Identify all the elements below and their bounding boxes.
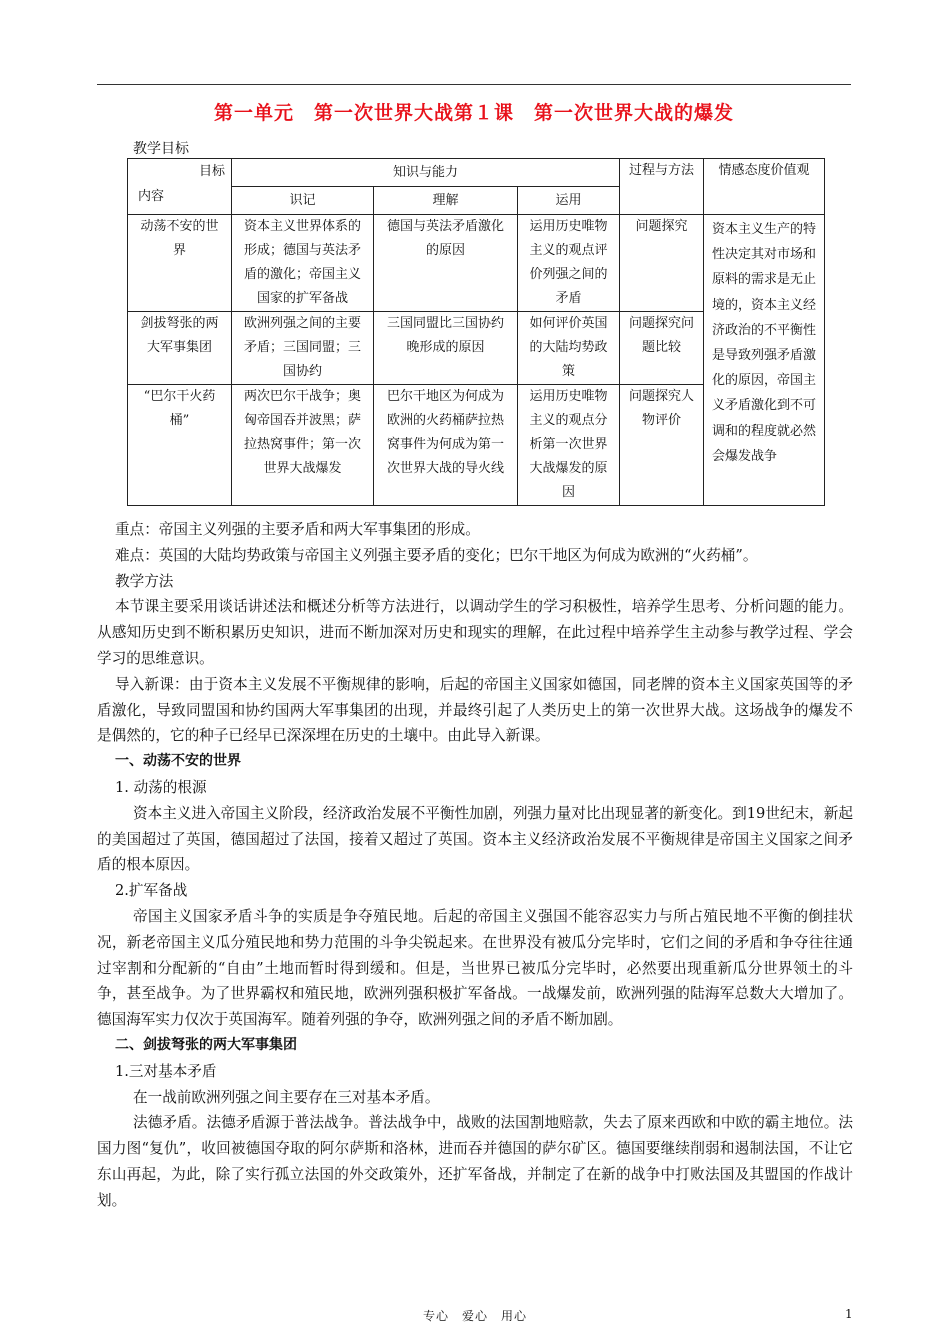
row-content: 剑拔弩张的两大军事集团 [128,312,232,385]
header-process: 过程与方法 [620,159,704,215]
row-understand: 巴尔干地区为何成为欧洲的火药桶萨拉热窝事件为何成为第一次世界大战的导火线 [374,385,518,506]
subsection-heading: 1. 动荡的根源 [115,778,207,796]
row-understand: 德国与英法矛盾激化的原因 [374,215,518,312]
header-understand: 理解 [374,187,518,215]
method-label: 教学方法 [115,572,174,590]
header-rule [97,84,851,85]
section-heading: 一、动荡不安的世界 [115,753,241,770]
row-content: 动荡不安的世界 [128,215,232,312]
header-remember: 识记 [232,187,374,215]
method-text: 本节课主要采用谈话讲述法和概述分析等方法进行，以调动学生的学习积极性，培养学生思考、分析问题的能力。从感知历史到不断积累历史知识，进而不断加深对历史和现实的理解，在此过程中培养学生主动参与教学过程、学会学习的思维意识。 [97,598,853,667]
subsection-heading: 1.三对基本矛盾 [115,1062,217,1080]
footer-motto: 专心 爱心 用心 [422,1309,527,1323]
row-remember: 资本主义世界体系的形成；德国与英法矛盾的激化；帝国主义国家的扩军备战 [232,215,374,312]
row-remember: 两次巴尔干战争；奥匈帝国吞并波黑；萨拉热窝事件；第一次世界大战爆发 [232,385,374,506]
header-goal-content-cell [128,159,232,215]
row-content: “巴尔干火药桶” [128,385,232,506]
intro-paragraph: 导入新课：由于资本主义发展不平衡规律的影响，后起的帝国主义国家如德国，同老牌的资本主义国家英国等的矛盾激化，导致同盟国和协约国两大军事集团的出现，并最终引起了人类历史上的第一次世界大战。这场战争的爆发不是偶然的，它的种子已经早已深深埋在历史的土壤中。由此导入新课。 [97,675,853,745]
row-apply: 运用历史唯物主义的观点评价列强之间的矛盾 [518,215,620,312]
paragraph: 资本主义进入帝国主义阶段，经济政治发展不平衡性加剧，列强力量对比出现显著的新变化。到19世纪末，新起的美国超过了英国，德国超过了法国，接着又超过了英国。资本主义经济政治发展不平衡规律是帝国主义国家之间矛盾的根本原因。 [97,804,853,874]
row-understand: 三国同盟比三国协约晚形成的原因 [374,312,518,385]
header-apply: 运用 [518,187,620,215]
key-point: 重点：帝国主义列强的主要矛盾和两大军事集团的形成。 [115,521,480,538]
document-body [97,517,853,1214]
page-number: 1 [845,1307,853,1321]
paragraph: 法德矛盾。法德矛盾源于普法战争。普法战争中，战败的法国割地赔款，失去了原来西欧和中欧的霸主地位。法国力图“复仇”，收回被德国夺取的阿尔萨斯和洛林，进而吞并德国的萨尔矿区。德国要继续削弱和遏制法国，不让它东山再起，为此，除了实行孤立法国的外交政策外，还扩军备战，并制定了在新的战争中打败法国及其盟国的作战计划。 [97,1114,853,1209]
paragraph: 帝国主义国家矛盾斗争的实质是争夺殖民地。后起的帝国主义强国不能容忍实力与所占殖民地不平衡的倒挂状况，新老帝国主义瓜分殖民地和势力范围的斗争尖锐起来。在世界没有被瓜分完毕时，它们之间的矛盾和争夺往往通过宰割和分配新的“自由”土地而暂时得到缓和。但是，当世界已被瓜分完毕时，必然要出现重新瓜分世界领土的斗争，甚至战争。为了世界霸权和殖民地，欧洲列强积极扩军备战。一战爆发前，欧洲列强的陆海军总数大大增加了。德国海军实力仅次于英国海军。随着列强的争夺，欧洲列强之间的矛盾不断加剧。 [97,907,853,1029]
objectives-label: 教学目标 [133,141,189,157]
row-apply: 运用历史唯物主义的观点分析第一次世界大战爆发的原因 [518,385,620,506]
table-row [128,215,825,312]
header-knowledge: 知识与能力 [232,159,620,187]
document-title: 第一单元 第一次世界大战第１课 第一次世界大战的爆发 [213,102,734,124]
row-remember: 欧洲列强之间的主要矛盾；三国同盟；三国协约 [232,312,374,385]
header-goal: 目标 [198,164,225,179]
row-process: 问题探究 [620,215,704,312]
section-heading: 二、剑拔弩张的两大军事集团 [115,1036,297,1053]
objectives-table [127,158,825,506]
header-emotion: 情感态度价值观 [704,159,825,215]
row-apply: 如何评价英国的大陆均势政策 [518,312,620,385]
emotion-cell: 资本主义生产的特性决定其对市场和原料的需求是无止境的，资本主义经济政治的不平衡性是导致列强矛盾激化的原因，帝国主义矛盾激化到不可调和的程度就必然会爆发战争 [704,215,825,506]
row-process: 问题探究问题比较 [620,312,704,385]
row-process: 问题探究人物评价 [620,385,704,506]
paragraph: 在一战前欧洲列强之间主要存在三对基本矛盾。 [133,1088,440,1106]
difficulty: 难点：英国的大陆均势政策与帝国主义列强主要矛盾的变化；巴尔干地区为何成为欧洲的“火药桶”。 [115,546,758,564]
table-header-row [128,159,825,187]
header-content: 内容 [138,189,165,204]
subsection-heading: 2.扩军备战 [115,882,188,900]
